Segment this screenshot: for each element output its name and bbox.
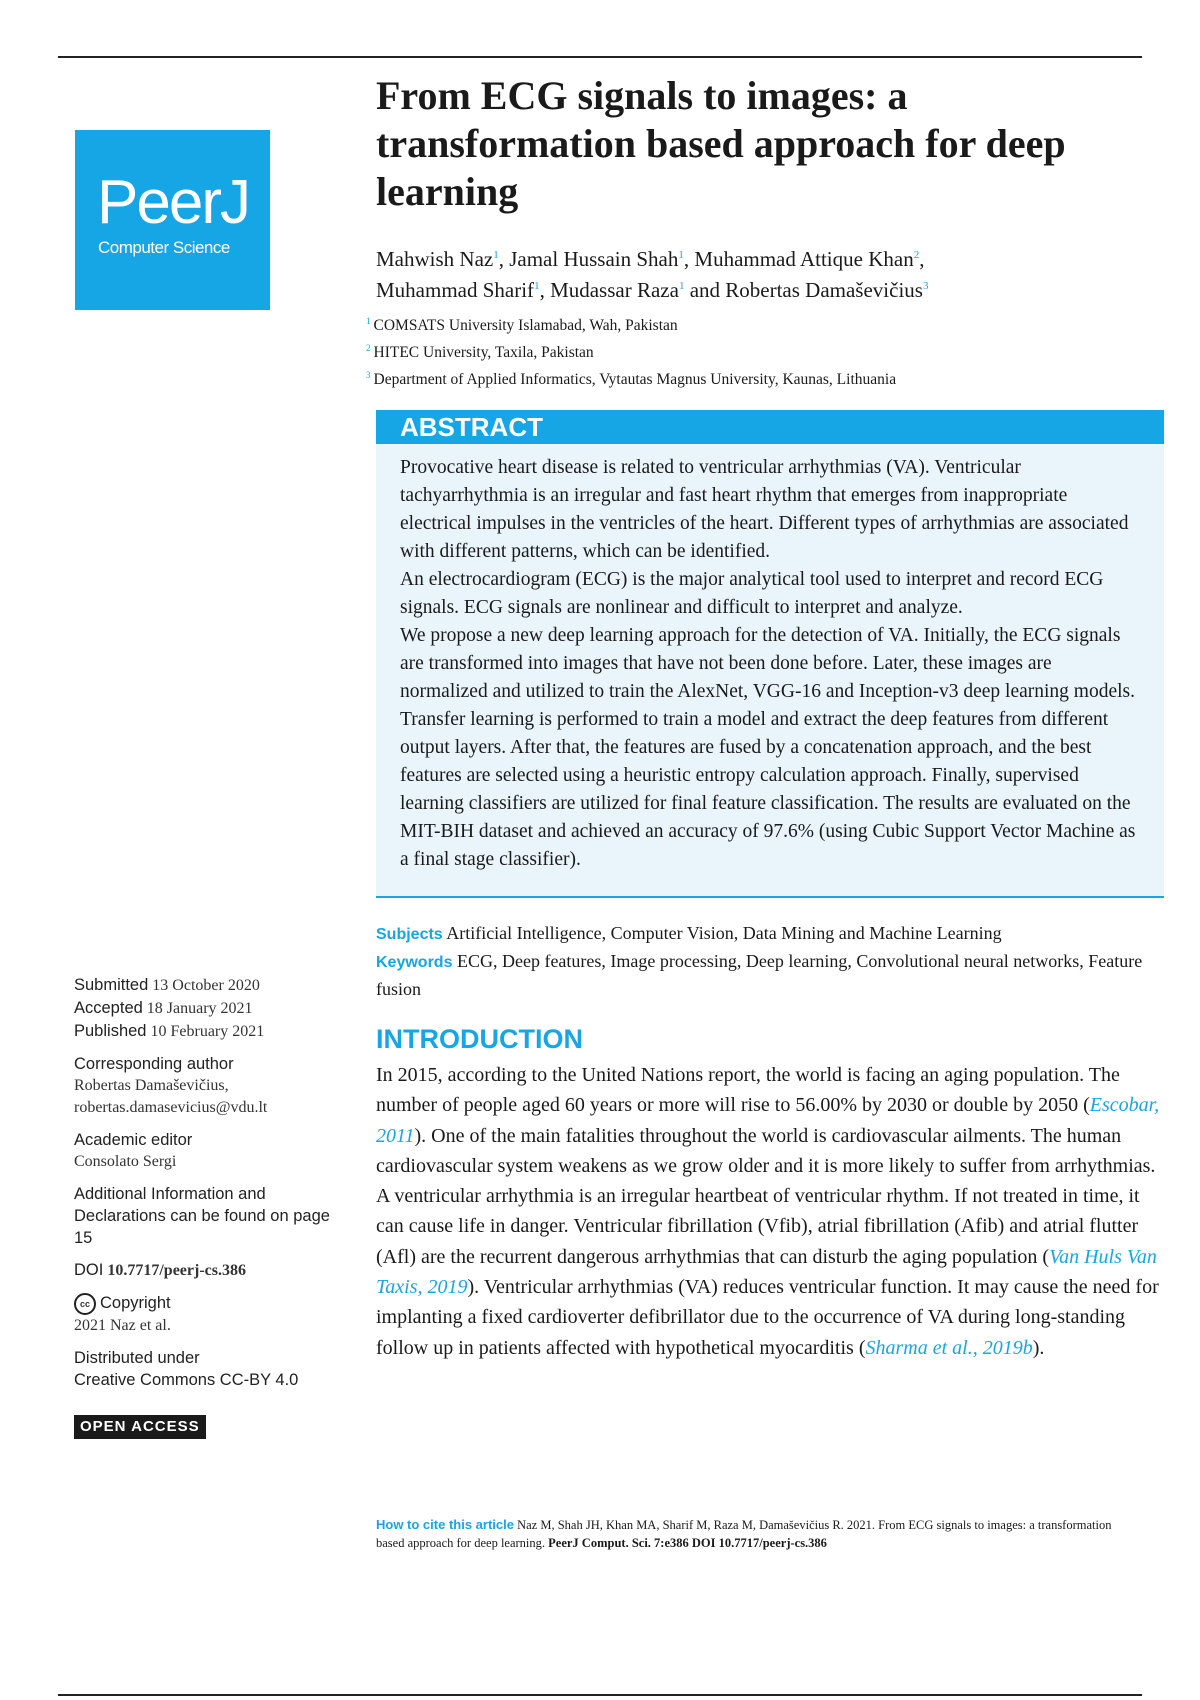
subjects-text: Artificial Intelligence, Computer Vision, Data Mining and Machine Learning: [446, 923, 1002, 943]
how-to-cite: [376, 1516, 1116, 1552]
affiliation-number: 1: [366, 316, 371, 326]
citation-link[interactable]: Sharma et al., 2019b: [865, 1336, 1033, 1359]
intro-text-run: ). Ventricular arrhythmias (VA) reduces ventricular function. It may cause the need for implanting a fixed cardioverter defibrillator due to the occurrence of VA during long-standing follow up in patients affected with hypothetical myocarditis (: [376, 1276, 1159, 1359]
subjects-keywords: [376, 920, 1166, 1002]
how-to-cite-ref[interactable]: 7:e386 DOI 10.7717/peerj-cs.386: [654, 1536, 827, 1550]
author-affil-mark: 1: [678, 280, 685, 292]
how-to-cite-text: Naz M, Shah JH, Khan MA, Sharif M, Raza M, Damaševičius R. 2021. From ECG signals to images: a transformation based approach for deep learning.: [376, 1518, 1112, 1550]
academic-editor-name: Consolato Sergi: [74, 1153, 177, 1170]
article-info-sidebar: [74, 974, 339, 1439]
keywords-line: [376, 948, 1166, 1002]
abstract-paragraph: We propose a new deep learning approach for the detection of VA. Initially, the ECG signals are transformed into images that have not been done before. Later, these images are normalized and utilized to train the AlexNet, VGG-16 and Inception-v3 deep learning models. Transfer learning is performed to train a model and extract the deep features from different output layers. After that, the features are fused by a concatenation approach, and the best features are selected using a heuristic entropy calculation approach. Finally, supervised learning classifiers are utilized for final feature classification. The results are evaluated on the MIT-BIH dataset and achieved an accuracy of 97.6% (using Cubic Support Vector Machine as a final stage classifier).: [400, 625, 1136, 870]
copyright-block: [74, 1292, 339, 1337]
citation-link[interactable]: Van Huls Van Taxis, 2019: [376, 1245, 1157, 1299]
doi-block: [74, 1259, 339, 1282]
author-list: Mahwish Naz$^1$, Jamal Hussain Shah$^1$, Muhammad Attique Khan$^2$, Muhammad Sharif$^1$, Mudassar Raza$^1$ and Robertas Damaševičius$^3$: [376, 247, 929, 302]
author-name[interactable]: Mudassar Raza: [550, 278, 679, 302]
corresponding-author-name: Robertas Damaševičius,: [74, 1077, 229, 1094]
introduction-paragraph: [376, 1060, 1166, 1363]
author-name[interactable]: Muhammad Attique Khan: [694, 247, 914, 271]
bottom-rule: [58, 1694, 1142, 1696]
submitted-date: 13 October 2020: [152, 977, 260, 994]
dates-block: [74, 974, 339, 1043]
logo-word: PeerJ: [97, 168, 249, 237]
author-affil-mark: 1: [534, 280, 540, 292]
author-name[interactable]: Jamal Hussain Shah: [509, 247, 679, 271]
top-rule: [58, 56, 1142, 58]
subjects-label: Subjects: [376, 926, 443, 943]
affiliation-text: HITEC University, Taxila, Pakistan: [373, 344, 594, 362]
affiliation-item: [366, 364, 1166, 391]
affiliation-number: 3: [366, 370, 371, 381]
academic-editor-block: [74, 1129, 339, 1173]
keywords-text: ECG, Deep features, Image processing, Deep learning, Convolutional neural networks, Feature fusion: [376, 951, 1143, 999]
intro-text-run: ). One of the main fatalities throughout the world is cardiovascular ailments. The human cardiovascular system weakens as we grow older and it is more likely to suffer from arrhythmias. A ventricular arrhythmia is an irregular heartbeat of ventricular rhythm. If not treated in time, it can cause life in danger. Ventricular fibrillation (Vfib), atrial fibrillation (Afib) and atrial flutter (Afl) are the recurrent dangerous arrhythmias that can disturb the aging population (: [376, 1124, 1156, 1268]
affiliation-item: [366, 310, 1166, 337]
author-joiner: and: [689, 278, 721, 302]
corresponding-author-email[interactable]: robertas.damasevicius@vdu.lt: [74, 1099, 268, 1116]
paper-title: From ECG signals to images: a transformation based approach for deep learning: [376, 73, 1066, 214]
accepted-label: Accepted: [74, 999, 143, 1017]
abstract-paragraph: Provocative heart disease is related to ventricular arrhythmias (VA). Ventricular tachyarrhythmia is an irregular and fast heart rhythm that emerges from inappropriate electrical impulses in the ventricles of the heart. Different types of arrhythmias are associated with different patterns, which can be identified.: [400, 457, 1129, 562]
license-link[interactable]: Creative Commons CC-BY 4.0: [74, 1371, 299, 1390]
abstract-heading-bar: [376, 410, 1164, 444]
affiliation-text: COMSATS University Islamabad, Wah, Pakistan: [373, 317, 678, 335]
author-affil-mark: 1: [678, 249, 684, 261]
open-access-badge: OPEN ACCESS: [74, 1415, 206, 1439]
abstract-heading: ABSTRACT: [400, 412, 543, 442]
abstract-box: [376, 444, 1164, 898]
how-to-cite-label: How to cite this article: [376, 1517, 514, 1532]
affiliation-item: [366, 337, 1166, 364]
distributed-label: Distributed under: [74, 1349, 200, 1368]
journal-logo: [75, 130, 270, 310]
affiliation-number: 2: [366, 343, 371, 354]
intro-text-run: ).: [1032, 1336, 1045, 1359]
author-affil-mark: 1: [493, 249, 499, 261]
subjects-line: [376, 920, 1166, 948]
introduction-heading: INTRODUCTION: [376, 1024, 583, 1054]
author-name[interactable]: Muhammad Sharif: [376, 278, 535, 302]
published-label: Published: [74, 1022, 147, 1040]
author-affil-mark: 2: [913, 249, 920, 261]
keywords-label: Keywords: [376, 954, 453, 971]
how-to-cite-journal: PeerJ Comput. Sci.: [548, 1536, 651, 1550]
accepted-date: 18 January 2021: [146, 1000, 253, 1017]
doi-label: DOI: [74, 1261, 104, 1279]
abstract-paragraph: An electrocardiogram (ECG) is the major analytical tool used to interpret and record ECG signals. ECG signals are nonlinear and difficult to interpret and analyze.: [400, 569, 1104, 618]
submitted-label: Submitted: [74, 976, 149, 994]
citation-link[interactable]: Escobar, 2011: [376, 1094, 1160, 1147]
abstract-text: [400, 454, 1142, 874]
doi-link[interactable]: 10.7717/peerj-cs.386: [107, 1262, 246, 1279]
logo-subtitle: Computer Science: [98, 238, 230, 257]
introduction-text: [376, 1060, 1166, 1363]
copyright-holder: 2021 Naz et al.: [74, 1317, 171, 1335]
copyright-label: Copyright: [100, 1294, 171, 1312]
creative-commons-icon: cc: [74, 1293, 96, 1315]
additional-info[interactable]: Additional Information and Declarations can be found on page 15: [74, 1185, 330, 1247]
author-name[interactable]: Mahwish Naz: [376, 247, 494, 271]
author-name[interactable]: Robertas Damaševičius: [725, 278, 923, 302]
license-block: [74, 1347, 339, 1391]
author-affil-mark: 3: [922, 280, 929, 292]
corresponding-author-label: Corresponding author: [74, 1055, 234, 1073]
intro-text-run: In 2015, according to the United Nations report, the world is facing an aging population. The number of people aged 60 years or more will rise to 56.00% by 2030 or double by 2050 (: [376, 1064, 1120, 1117]
published-date: 10 February 2021: [150, 1023, 265, 1040]
affiliation-text: Department of Applied Informatics, Vytautas Magnus University, Kaunas, Lithuania: [373, 371, 897, 389]
academic-editor-label: Academic editor: [74, 1131, 193, 1149]
affiliation-list: [366, 310, 1166, 391]
corresponding-author-block: [74, 1053, 339, 1119]
